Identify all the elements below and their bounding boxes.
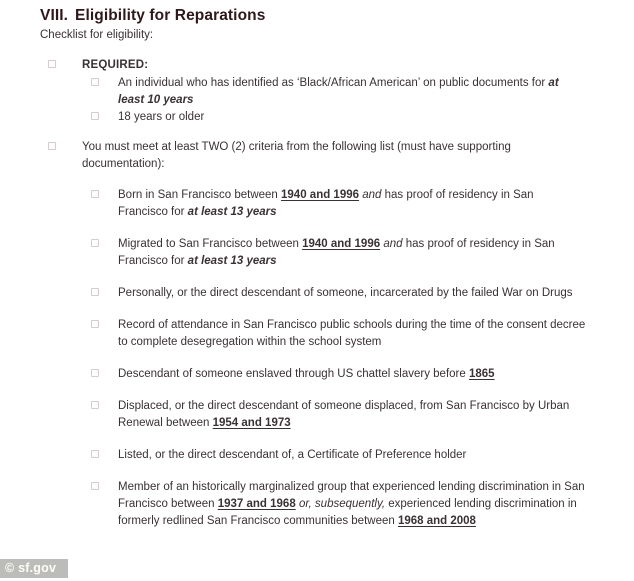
heading-number: VIII. [40,7,69,24]
checklist-item [91,109,610,126]
item-text: An individual who has identified as ‘Black/African American’ on public documents for at least 10 years [118,77,559,106]
checkbox[interactable] [91,450,99,458]
criteria-items [40,187,610,530]
section-label: REQUIRED: [82,59,149,71]
page-subtitle: Checklist for eligibility: [40,29,154,41]
checkbox[interactable] [91,482,99,490]
item-text: Personally, or the direct descendant of someone, incarcerated by the failed War on Drugs [118,287,573,299]
item-text: Descendant of someone enslaved through US chattel slavery before 1865 [118,368,495,380]
checklist-item [91,447,610,464]
item-text: Member of an historically marginalized group that experienced lending discrimination in San Francisco between 1937 and 1968 or, subsequently, experienced lending discrimination in formerly redlined San Francisco communities between 1968 and 2008 [118,481,585,527]
checklist-item [91,187,610,221]
checklist-item [91,285,610,302]
item-text: 18 years or older [118,111,205,123]
item-text: Record of attendance in San Francisco public schools during the time of the consent decree to complete desegregation within the school system [118,319,586,348]
checkbox[interactable] [91,190,99,198]
checklist-section-required [48,57,610,74]
checkbox[interactable] [91,78,99,86]
checkbox[interactable] [91,401,99,409]
item-text: Migrated to San Francisco between 1940 and 1996 and has proof of residency in San Francisco for at least 13 years [118,238,555,267]
checkbox[interactable] [91,288,99,296]
checklist-item [91,479,610,530]
checkbox[interactable] [91,369,99,377]
checklist-section-criteria [48,139,610,173]
checkbox[interactable] [91,239,99,247]
checklist-item [91,236,610,270]
item-text: Displaced, or the direct descendant of someone displaced, from San Francisco by Urban Renewal between 1954 and 1973 [118,400,570,429]
required-items [40,75,610,126]
heading-title: Eligibility for Reparations [75,7,266,24]
checkbox[interactable] [48,60,56,68]
checklist-item [91,398,610,432]
sfgov-watermark: © sf.gov [0,559,68,578]
checkbox[interactable] [48,142,56,150]
checklist-item [91,317,610,351]
item-text: Listed, or the direct descendant of, a Certificate of Preference holder [118,449,467,461]
checkbox[interactable] [91,112,99,120]
page-title [40,7,610,25]
checklist-item [91,75,610,109]
section-label: You must meet at least TWO (2) criteria from the following list (must have supporting documentation): [82,141,511,170]
checklist-item [91,366,610,383]
checkbox[interactable] [91,320,99,328]
item-text: Born in San Francisco between 1940 and 1996 and has proof of residency in San Francisco for at least 13 years [118,189,534,218]
eligibility-checklist [40,57,610,530]
